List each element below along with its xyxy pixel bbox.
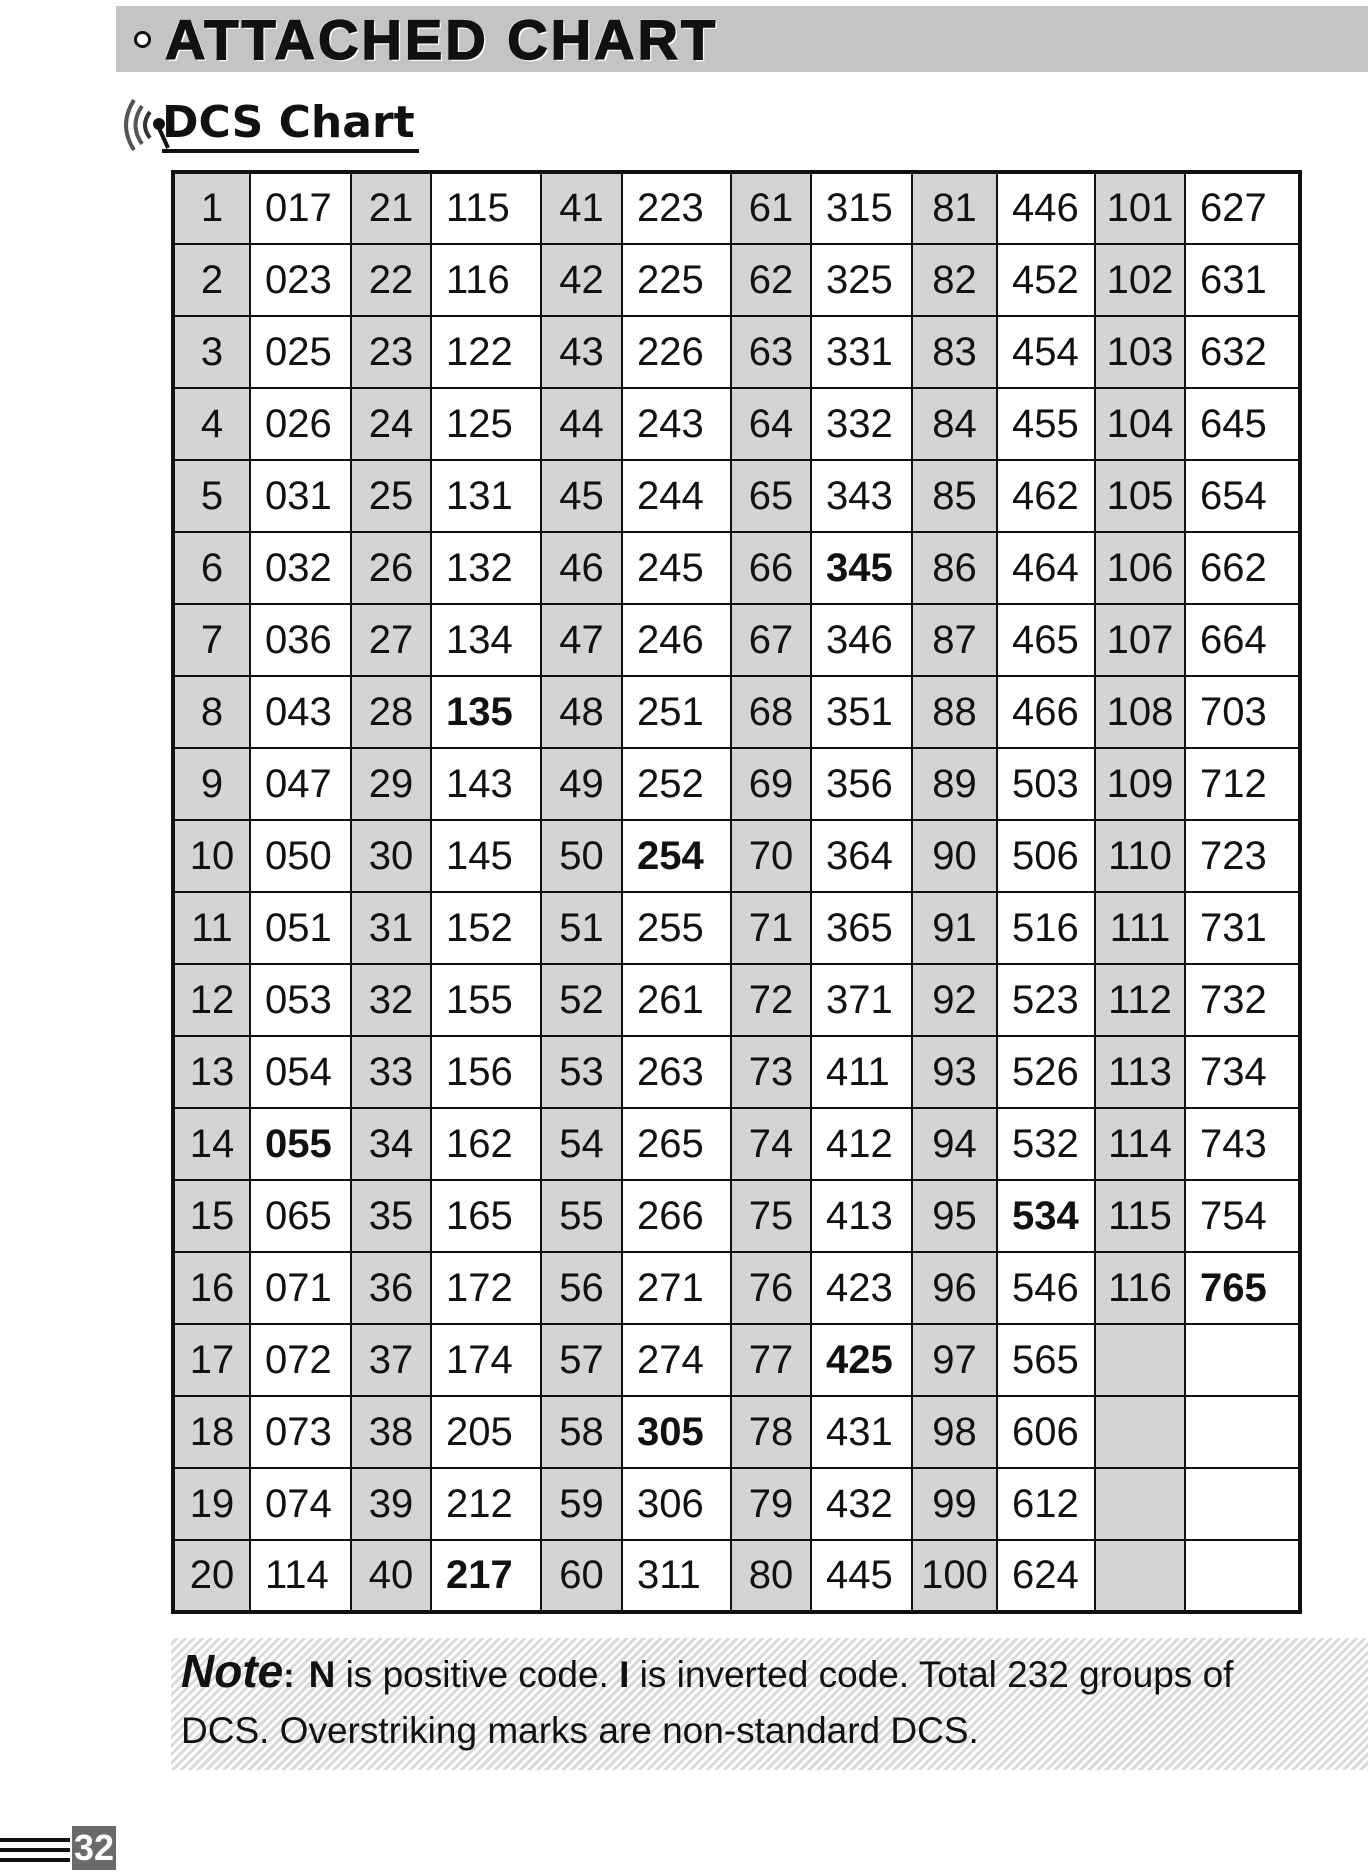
- dcs-code-cell: 226: [622, 316, 731, 388]
- dcs-code-cell: 026: [250, 388, 351, 460]
- empty-cell: [1185, 1468, 1300, 1540]
- dcs-number-cell: 8: [173, 676, 250, 748]
- dcs-number-cell: 47: [541, 604, 622, 676]
- dcs-number-cell: 40: [351, 1540, 431, 1612]
- dcs-code-cell: 155: [431, 964, 541, 1036]
- note-colon: :: [283, 1657, 295, 1695]
- dcs-code-cell: 254: [622, 820, 731, 892]
- dcs-number-cell: 10: [173, 820, 250, 892]
- dcs-code-cell: 131: [431, 460, 541, 532]
- dcs-code-cell: 053: [250, 964, 351, 1036]
- dcs-code-cell: 431: [811, 1396, 912, 1468]
- dcs-code-cell: 145: [431, 820, 541, 892]
- dcs-number-cell: 59: [541, 1468, 622, 1540]
- dcs-code-cell: 654: [1185, 460, 1300, 532]
- dcs-number-cell: 31: [351, 892, 431, 964]
- dcs-number-cell: 38: [351, 1396, 431, 1468]
- dcs-code-cell: 503: [997, 748, 1095, 820]
- empty-cell: [1185, 1396, 1300, 1468]
- dcs-number-cell: 53: [541, 1036, 622, 1108]
- dcs-code-cell: 165: [431, 1180, 541, 1252]
- dcs-code-cell: 032: [250, 532, 351, 604]
- dcs-code-cell: 466: [997, 676, 1095, 748]
- dcs-number-cell: 44: [541, 388, 622, 460]
- dcs-code-cell: 047: [250, 748, 351, 820]
- dcs-code-cell: 332: [811, 388, 912, 460]
- table-row: [173, 172, 1300, 244]
- dcs-code-cell: 172: [431, 1252, 541, 1324]
- dcs-number-cell: 46: [541, 532, 622, 604]
- dcs-code-cell: 624: [997, 1540, 1095, 1612]
- empty-cell: [1095, 1324, 1185, 1396]
- empty-cell: [1185, 1540, 1300, 1612]
- dcs-code-cell: 345: [811, 532, 912, 604]
- dcs-number-cell: 109: [1095, 748, 1185, 820]
- dcs-code-cell: 246: [622, 604, 731, 676]
- dcs-number-cell: 43: [541, 316, 622, 388]
- note-label: Note: [181, 1645, 284, 1697]
- dcs-code-cell: 606: [997, 1396, 1095, 1468]
- dcs-number-cell: 35: [351, 1180, 431, 1252]
- dcs-number-cell: 67: [731, 604, 811, 676]
- dcs-code-cell: 271: [622, 1252, 731, 1324]
- dcs-number-cell: 60: [541, 1540, 622, 1612]
- dcs-code-cell: 351: [811, 676, 912, 748]
- dcs-chart-table: [171, 170, 1302, 1614]
- dcs-code-cell: 122: [431, 316, 541, 388]
- dcs-number-cell: 55: [541, 1180, 622, 1252]
- dcs-number-cell: 72: [731, 964, 811, 1036]
- dcs-number-cell: 37: [351, 1324, 431, 1396]
- dcs-code-cell: 364: [811, 820, 912, 892]
- dcs-code-cell: 425: [811, 1324, 912, 1396]
- dcs-code-cell: 261: [622, 964, 731, 1036]
- dcs-code-cell: 452: [997, 244, 1095, 316]
- section-title: ATTACHED CHART: [165, 7, 719, 71]
- dcs-code-cell: 612: [997, 1468, 1095, 1540]
- dcs-code-cell: 331: [811, 316, 912, 388]
- dcs-code-cell: 645: [1185, 388, 1300, 460]
- dcs-code-cell: 423: [811, 1252, 912, 1324]
- dcs-number-cell: 49: [541, 748, 622, 820]
- note-text-b: is inverted code. Total 232 groups of: [629, 1654, 1234, 1695]
- dcs-number-cell: 95: [912, 1180, 997, 1252]
- dcs-number-cell: 12: [173, 964, 250, 1036]
- table-row: [173, 748, 1300, 820]
- table-row: [173, 1540, 1300, 1612]
- dcs-code-cell: 346: [811, 604, 912, 676]
- dcs-number-cell: 34: [351, 1108, 431, 1180]
- dcs-code-cell: 732: [1185, 964, 1300, 1036]
- table-row: [173, 820, 1300, 892]
- dcs-code-cell: 305: [622, 1396, 731, 1468]
- dcs-code-cell: 464: [997, 532, 1095, 604]
- dcs-number-cell: 39: [351, 1468, 431, 1540]
- dcs-code-cell: 255: [622, 892, 731, 964]
- dcs-code-cell: 534: [997, 1180, 1095, 1252]
- dcs-number-cell: 17: [173, 1324, 250, 1396]
- dcs-code-cell: 445: [811, 1540, 912, 1612]
- dcs-code-cell: 632: [1185, 316, 1300, 388]
- dcs-number-cell: 16: [173, 1252, 250, 1324]
- dcs-number-cell: 93: [912, 1036, 997, 1108]
- dcs-code-cell: 162: [431, 1108, 541, 1180]
- dcs-number-cell: 25: [351, 460, 431, 532]
- dcs-number-cell: 63: [731, 316, 811, 388]
- table-row: [173, 1396, 1300, 1468]
- dcs-code-cell: 036: [250, 604, 351, 676]
- dcs-code-cell: 134: [431, 604, 541, 676]
- dcs-number-cell: 48: [541, 676, 622, 748]
- dcs-number-cell: 5: [173, 460, 250, 532]
- dcs-number-cell: 81: [912, 172, 997, 244]
- dcs-number-cell: 64: [731, 388, 811, 460]
- dcs-code-cell: 565: [997, 1324, 1095, 1396]
- dcs-code-cell: 017: [250, 172, 351, 244]
- dcs-number-cell: 66: [731, 532, 811, 604]
- dcs-number-cell: 24: [351, 388, 431, 460]
- chart-subtitle: [112, 90, 419, 160]
- dcs-number-cell: 13: [173, 1036, 250, 1108]
- chart-subtitle-text: DCS Chart: [162, 97, 419, 153]
- dcs-code-cell: 265: [622, 1108, 731, 1180]
- dcs-number-cell: 104: [1095, 388, 1185, 460]
- dcs-code-cell: 055: [250, 1108, 351, 1180]
- dcs-number-cell: 51: [541, 892, 622, 964]
- table-row: [173, 1468, 1300, 1540]
- dcs-code-cell: 125: [431, 388, 541, 460]
- dcs-number-cell: 73: [731, 1036, 811, 1108]
- dcs-code-cell: 244: [622, 460, 731, 532]
- dcs-number-cell: 29: [351, 748, 431, 820]
- dcs-code-cell: 043: [250, 676, 351, 748]
- dcs-code-cell: 765: [1185, 1252, 1300, 1324]
- dcs-number-cell: 42: [541, 244, 622, 316]
- dcs-code-cell: 025: [250, 316, 351, 388]
- table-row: [173, 1180, 1300, 1252]
- empty-cell: [1095, 1540, 1185, 1612]
- dcs-code-cell: 156: [431, 1036, 541, 1108]
- dcs-number-cell: 41: [541, 172, 622, 244]
- dcs-code-cell: 731: [1185, 892, 1300, 964]
- note-box: [171, 1638, 1368, 1770]
- dcs-code-cell: 266: [622, 1180, 731, 1252]
- dcs-code-cell: 212: [431, 1468, 541, 1540]
- dcs-code-cell: 343: [811, 460, 912, 532]
- dcs-code-cell: 054: [250, 1036, 351, 1108]
- dcs-code-cell: 723: [1185, 820, 1300, 892]
- dcs-number-cell: 86: [912, 532, 997, 604]
- table-row: [173, 244, 1300, 316]
- dcs-code-cell: 743: [1185, 1108, 1300, 1180]
- dcs-number-cell: 6: [173, 532, 250, 604]
- dcs-number-cell: 110: [1095, 820, 1185, 892]
- dcs-code-cell: 073: [250, 1396, 351, 1468]
- dcs-code-cell: 252: [622, 748, 731, 820]
- dcs-number-cell: 78: [731, 1396, 811, 1468]
- table-row: [173, 1324, 1300, 1396]
- dcs-code-cell: 455: [997, 388, 1095, 460]
- dcs-number-cell: 65: [731, 460, 811, 532]
- dcs-number-cell: 88: [912, 676, 997, 748]
- dcs-code-cell: 532: [997, 1108, 1095, 1180]
- dcs-code-cell: 432: [811, 1468, 912, 1540]
- dcs-number-cell: 75: [731, 1180, 811, 1252]
- dcs-number-cell: 69: [731, 748, 811, 820]
- dcs-number-cell: 54: [541, 1108, 622, 1180]
- table-row: [173, 1036, 1300, 1108]
- dcs-code-cell: 050: [250, 820, 351, 892]
- dcs-number-cell: 62: [731, 244, 811, 316]
- dcs-code-cell: 662: [1185, 532, 1300, 604]
- dcs-number-cell: 113: [1095, 1036, 1185, 1108]
- dcs-code-cell: 311: [622, 1540, 731, 1612]
- dcs-number-cell: 28: [351, 676, 431, 748]
- dcs-code-cell: 325: [811, 244, 912, 316]
- table-row: [173, 1108, 1300, 1180]
- dcs-number-cell: 57: [541, 1324, 622, 1396]
- dcs-code-cell: 174: [431, 1324, 541, 1396]
- dcs-number-cell: 102: [1095, 244, 1185, 316]
- dcs-number-cell: 90: [912, 820, 997, 892]
- dcs-number-cell: 50: [541, 820, 622, 892]
- dcs-number-cell: 61: [731, 172, 811, 244]
- dcs-code-cell: 135: [431, 676, 541, 748]
- dcs-number-cell: 26: [351, 532, 431, 604]
- dcs-number-cell: 116: [1095, 1252, 1185, 1324]
- dcs-number-cell: 23: [351, 316, 431, 388]
- dcs-number-cell: 101: [1095, 172, 1185, 244]
- page-marker: [0, 1826, 116, 1870]
- dcs-number-cell: 32: [351, 964, 431, 1036]
- dcs-code-cell: 065: [250, 1180, 351, 1252]
- note-line-1: [181, 1644, 1233, 1698]
- dcs-number-cell: 94: [912, 1108, 997, 1180]
- dcs-number-cell: 89: [912, 748, 997, 820]
- dcs-number-cell: 105: [1095, 460, 1185, 532]
- page-rule: [0, 1838, 70, 1842]
- empty-cell: [1095, 1396, 1185, 1468]
- dcs-number-cell: 68: [731, 676, 811, 748]
- dcs-number-cell: 92: [912, 964, 997, 1036]
- dcs-number-cell: 74: [731, 1108, 811, 1180]
- dcs-code-cell: 627: [1185, 172, 1300, 244]
- dcs-number-cell: 15: [173, 1180, 250, 1252]
- dcs-code-cell: 152: [431, 892, 541, 964]
- dcs-code-cell: 205: [431, 1396, 541, 1468]
- dcs-code-cell: 371: [811, 964, 912, 1036]
- note-line-2: DCS. Overstriking marks are non-standard DCS.: [181, 1710, 979, 1751]
- dcs-number-cell: 70: [731, 820, 811, 892]
- dcs-code-cell: 506: [997, 820, 1095, 892]
- dcs-number-cell: 21: [351, 172, 431, 244]
- dcs-number-cell: 20: [173, 1540, 250, 1612]
- dcs-number-cell: 11: [173, 892, 250, 964]
- dcs-code-cell: 223: [622, 172, 731, 244]
- dcs-code-cell: 132: [431, 532, 541, 604]
- dcs-code-cell: 754: [1185, 1180, 1300, 1252]
- dcs-number-cell: 108: [1095, 676, 1185, 748]
- table-row: [173, 604, 1300, 676]
- dcs-code-cell: 523: [997, 964, 1095, 1036]
- dcs-code-cell: 071: [250, 1252, 351, 1324]
- section-header-bar: [116, 6, 1368, 72]
- dcs-number-cell: 14: [173, 1108, 250, 1180]
- dcs-number-cell: 36: [351, 1252, 431, 1324]
- note-text-a: is positive code.: [335, 1654, 620, 1695]
- dcs-number-cell: 19: [173, 1468, 250, 1540]
- dcs-number-cell: 71: [731, 892, 811, 964]
- dcs-number-cell: 91: [912, 892, 997, 964]
- dcs-code-cell: 315: [811, 172, 912, 244]
- dcs-number-cell: 52: [541, 964, 622, 1036]
- dcs-code-cell: 365: [811, 892, 912, 964]
- dcs-code-cell: 072: [250, 1324, 351, 1396]
- dcs-number-cell: 107: [1095, 604, 1185, 676]
- empty-cell: [1185, 1324, 1300, 1396]
- dcs-number-cell: 96: [912, 1252, 997, 1324]
- dcs-code-cell: 031: [250, 460, 351, 532]
- dcs-code-cell: 734: [1185, 1036, 1300, 1108]
- dcs-code-cell: 115: [431, 172, 541, 244]
- dcs-code-cell: 465: [997, 604, 1095, 676]
- table-row: [173, 892, 1300, 964]
- dcs-code-cell: 274: [622, 1324, 731, 1396]
- dcs-code-cell: 143: [431, 748, 541, 820]
- dcs-number-cell: 45: [541, 460, 622, 532]
- dcs-number-cell: 114: [1095, 1108, 1185, 1180]
- dcs-number-cell: 77: [731, 1324, 811, 1396]
- dcs-code-cell: 703: [1185, 676, 1300, 748]
- dcs-number-cell: 4: [173, 388, 250, 460]
- dcs-number-cell: 30: [351, 820, 431, 892]
- dcs-number-cell: 22: [351, 244, 431, 316]
- table-row: [173, 316, 1300, 388]
- dcs-number-cell: 97: [912, 1324, 997, 1396]
- dcs-code-cell: 526: [997, 1036, 1095, 1108]
- dcs-number-cell: 99: [912, 1468, 997, 1540]
- dcs-number-cell: 76: [731, 1252, 811, 1324]
- dcs-number-cell: 82: [912, 244, 997, 316]
- table-row: [173, 532, 1300, 604]
- dcs-code-cell: 664: [1185, 604, 1300, 676]
- circle-bullet-icon: [134, 31, 151, 48]
- dcs-number-cell: 98: [912, 1396, 997, 1468]
- dcs-code-cell: 051: [250, 892, 351, 964]
- note-i-letter: I: [619, 1654, 630, 1695]
- dcs-number-cell: 56: [541, 1252, 622, 1324]
- table-row: [173, 1252, 1300, 1324]
- dcs-code-cell: 412: [811, 1108, 912, 1180]
- dcs-number-cell: 1: [173, 172, 250, 244]
- dcs-number-cell: 87: [912, 604, 997, 676]
- dcs-number-cell: 79: [731, 1468, 811, 1540]
- dcs-number-cell: 3: [173, 316, 250, 388]
- dcs-code-cell: 116: [431, 244, 541, 316]
- dcs-number-cell: 18: [173, 1396, 250, 1468]
- dcs-number-cell: 85: [912, 460, 997, 532]
- empty-cell: [1095, 1468, 1185, 1540]
- page-rule: [0, 1848, 70, 1852]
- dcs-code-cell: 413: [811, 1180, 912, 1252]
- dcs-code-cell: 516: [997, 892, 1095, 964]
- dcs-code-cell: 712: [1185, 748, 1300, 820]
- dcs-number-cell: 112: [1095, 964, 1185, 1036]
- dcs-code-cell: 356: [811, 748, 912, 820]
- dcs-code-cell: 243: [622, 388, 731, 460]
- dcs-number-cell: 27: [351, 604, 431, 676]
- table-row: [173, 676, 1300, 748]
- dcs-code-cell: 263: [622, 1036, 731, 1108]
- dcs-number-cell: 84: [912, 388, 997, 460]
- dcs-code-cell: 251: [622, 676, 731, 748]
- dcs-number-cell: 80: [731, 1540, 811, 1612]
- dcs-code-cell: 446: [997, 172, 1095, 244]
- dcs-code-cell: 245: [622, 532, 731, 604]
- dcs-code-cell: 225: [622, 244, 731, 316]
- dcs-number-cell: 9: [173, 748, 250, 820]
- table-row: [173, 964, 1300, 1036]
- dcs-code-cell: 114: [250, 1540, 351, 1612]
- table-row: [173, 388, 1300, 460]
- dcs-code-cell: 631: [1185, 244, 1300, 316]
- dcs-code-cell: 306: [622, 1468, 731, 1540]
- dcs-number-cell: 7: [173, 604, 250, 676]
- table-row: [173, 460, 1300, 532]
- dcs-number-cell: 100: [912, 1540, 997, 1612]
- dcs-number-cell: 103: [1095, 316, 1185, 388]
- dcs-number-cell: 2: [173, 244, 250, 316]
- note-n-letter: N: [308, 1654, 336, 1695]
- dcs-number-cell: 58: [541, 1396, 622, 1468]
- dcs-number-cell: 115: [1095, 1180, 1185, 1252]
- dcs-number-cell: 111: [1095, 892, 1185, 964]
- dcs-code-cell: 023: [250, 244, 351, 316]
- dcs-code-cell: 217: [431, 1540, 541, 1612]
- dcs-code-cell: 454: [997, 316, 1095, 388]
- dcs-code-cell: 411: [811, 1036, 912, 1108]
- dcs-number-cell: 83: [912, 316, 997, 388]
- dcs-number-cell: 106: [1095, 532, 1185, 604]
- dcs-code-cell: 546: [997, 1252, 1095, 1324]
- dcs-code-cell: 074: [250, 1468, 351, 1540]
- page-number: 32: [73, 1827, 115, 1868]
- dcs-number-cell: 33: [351, 1036, 431, 1108]
- page-rule: [0, 1858, 70, 1862]
- dcs-code-cell: 462: [997, 460, 1095, 532]
